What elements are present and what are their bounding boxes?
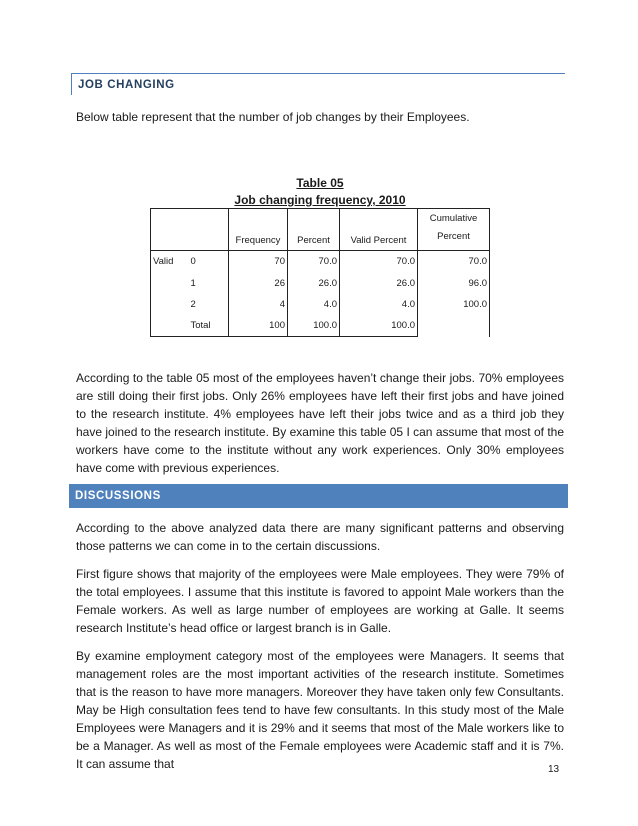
cell-valid-percent: 26.0	[340, 273, 418, 294]
intro-paragraph: Below table represent that the number of job changes by their Employees.	[76, 110, 470, 124]
cell-frequency: 26	[229, 273, 288, 294]
section-heading-job-changing: JOB CHANGING	[71, 73, 565, 95]
discussion-paragraph-1: According to the above analyzed data there are many significant patterns and observing those patterns we can come in to the certain discussions.	[76, 521, 564, 553]
table-row	[151, 251, 490, 273]
page-number: 13	[548, 764, 560, 775]
cell-percent: 26.0	[288, 273, 340, 294]
cell-frequency: 4	[229, 294, 288, 315]
cell-valid-percent: 100.0	[340, 315, 418, 337]
table-row-total	[151, 315, 490, 337]
section-heading-discussions: DISCUSSIONS	[69, 484, 568, 508]
row-label: 0	[185, 251, 229, 273]
cell-cumulative: 70.0	[418, 251, 490, 273]
header-cumulative-percent	[418, 209, 490, 251]
table-number: Table 05	[296, 176, 344, 190]
header-cumulative-line1: Cumulative	[429, 213, 478, 224]
cell-valid-percent: 70.0	[340, 251, 418, 273]
cell-cumulative: 100.0	[418, 294, 490, 315]
table-header-row	[151, 209, 490, 251]
frequency-table	[150, 208, 490, 337]
discussion-paragraph-3: By examine employment category most of the employees were Managers. It seems that management roles are the most important activities of the research institute. Sometimes that is the reason to have more managers. Moreover they have taken only few Consultants. May be High consultation fees tend to have few consultants. In this study most of the Male Employees were Managers and it is 29% and it seems that most of the Male workers like to be a Manager. As well as most of the Female employees were Academic staff and it is 7%. It can assume that	[76, 649, 564, 771]
table-row	[151, 273, 490, 294]
cell-percent: 70.0	[288, 251, 340, 273]
header-cumulative-line2: Percent	[437, 231, 470, 242]
cell-frequency: 100	[229, 315, 288, 337]
header-frequency: Frequency	[229, 209, 288, 251]
header-valid-percent: Valid Percent	[340, 209, 418, 251]
table-row	[151, 294, 490, 315]
discussion-paragraph-2: First figure shows that majority of the employees were Male employees. They were 79% of the total employees. I assume that this institute is favored to appoint Male workers than the Female workers. As well as large number of employees are working at Galle. It seems research Institute’s head office or largest branch is in Galle.	[76, 567, 564, 635]
row-label: Total	[185, 315, 229, 337]
cell-percent: 4.0	[288, 294, 340, 315]
cell-cumulative: 96.0	[418, 273, 490, 294]
cell-percent: 100.0	[288, 315, 340, 337]
cell-valid-percent: 4.0	[340, 294, 418, 315]
cell-frequency: 70	[229, 251, 288, 273]
row-label: 2	[190, 298, 196, 310]
row-group-label: Valid	[151, 251, 185, 273]
header-percent: Percent	[288, 209, 340, 251]
table-title: Job changing frequency, 2010	[234, 193, 406, 207]
cell-cumulative	[418, 315, 490, 337]
row-label: 1	[190, 277, 196, 289]
job-analysis-paragraph: According to the table 05 most of the employees haven’t change their jobs. 70% employees are still doing their first jobs. Only 26% employees have left their first jobs and have joined to the research institute. 4% employees have left their jobs twice and as a third job they have joined to the research institute. By examine this table 05 I can assume that most of the workers have come to the institute without any work experiences. Only 30% employees have come with previous experiences.	[76, 371, 564, 475]
